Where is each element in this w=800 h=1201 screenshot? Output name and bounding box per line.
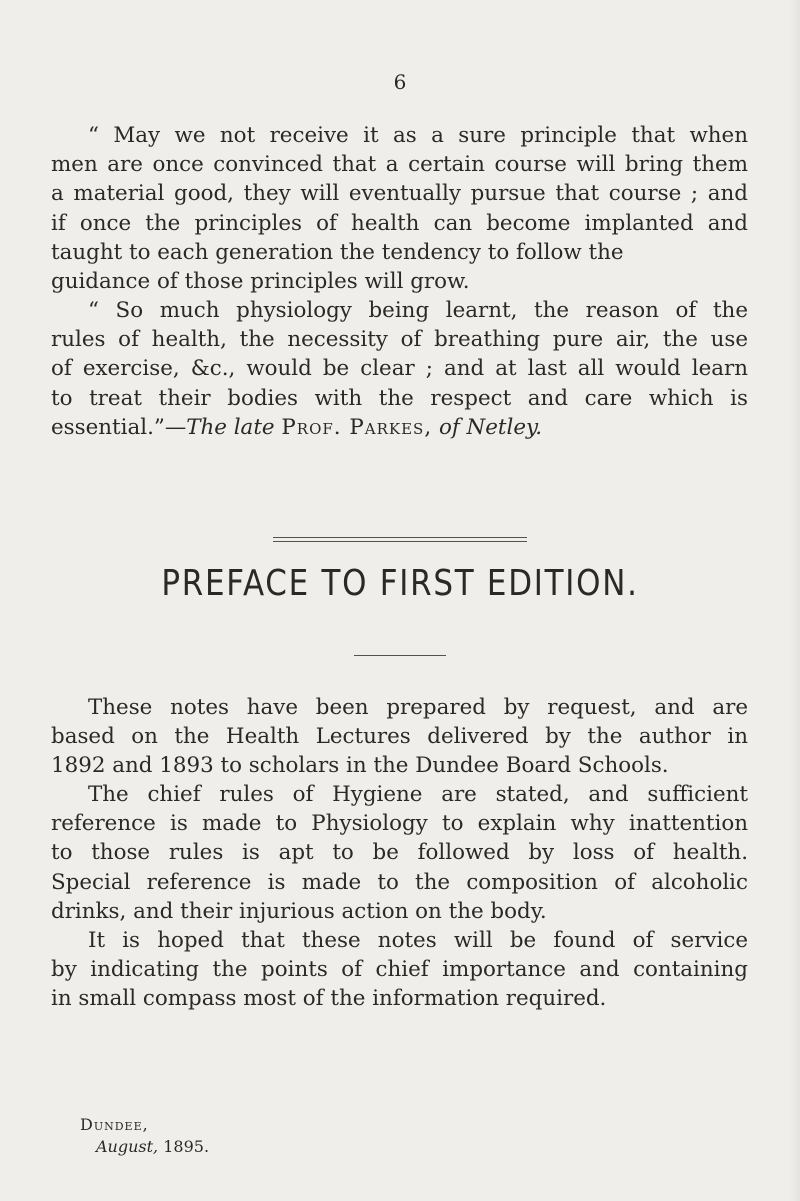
page-edge-shadow (790, 0, 800, 1201)
text-line: “ May we not receive it as a sure principle that when (88, 123, 748, 148)
text-line: rules of health, the necessity of breathing pure air, the use (51, 327, 748, 353)
preface-paragraph-3 (51, 926, 748, 1014)
attribution-place: of Netley. (438, 414, 543, 440)
quote-paragraph-2 (51, 296, 748, 442)
text-line: of exercise, &c., would be clear ; and at last all would learn (51, 356, 748, 382)
signoff-month: August, (96, 1137, 159, 1156)
text-line: drinks, and their injurious action on the body. (51, 898, 547, 924)
text-line: reference is made to Physiology to explain why inattention (51, 811, 748, 837)
text-line: These notes have been prepared by request, and are (88, 695, 748, 720)
signoff (80, 1114, 209, 1158)
short-rule-divider (354, 655, 446, 656)
text-line: to treat their bodies with the respect and care which is (51, 385, 748, 411)
quote-attribution-line (51, 413, 748, 442)
text-line: if once the principles of health can become implanted and (51, 210, 748, 236)
text-fragment: essential.”— (51, 414, 187, 440)
preface-heading: PREFACE TO FIRST EDITION. (161, 563, 639, 604)
text-line: to those rules is apt to be followed by loss of health. (51, 840, 748, 866)
text-line: by indicating the points of chief importance and containing (51, 957, 748, 983)
signoff-place: Dundee, (80, 1115, 149, 1134)
text-line: taught to each generation the tendency to follow the (51, 239, 624, 265)
attribution-prefix: The late (186, 414, 275, 440)
text-line: 1892 and 1893 to scholars in the Dundee Board Schools. (51, 753, 669, 779)
page-number: 6 (393, 70, 407, 94)
signoff-year: 1895. (163, 1137, 210, 1156)
text-line: The chief rules of Hygiene are stated, and sufficient (88, 782, 748, 807)
text-line: “ So much physiology being learnt, the reason of the (88, 298, 748, 323)
double-rule-divider (273, 537, 527, 542)
text-line: in small compass most of the information required. (51, 986, 607, 1012)
quote-paragraph-1 (51, 121, 748, 296)
signoff-date (80, 1136, 209, 1158)
text-line: It is hoped that these notes will be found of service (88, 928, 748, 953)
preface-paragraph-1 (51, 693, 748, 781)
attribution-name: Prof. Parkes, (281, 414, 433, 440)
text-line: Special reference is made to the composition of alcoholic (51, 869, 748, 895)
text-line: a material good, they will eventually pursue that course ; and (51, 181, 748, 207)
preface-paragraph-2 (51, 780, 748, 926)
text-line: men are once convinced that a certain course will bring them (51, 152, 748, 178)
text-line: guidance of those principles will grow. (51, 269, 470, 295)
text-line: based on the Health Lectures delivered by the author in (51, 724, 748, 750)
